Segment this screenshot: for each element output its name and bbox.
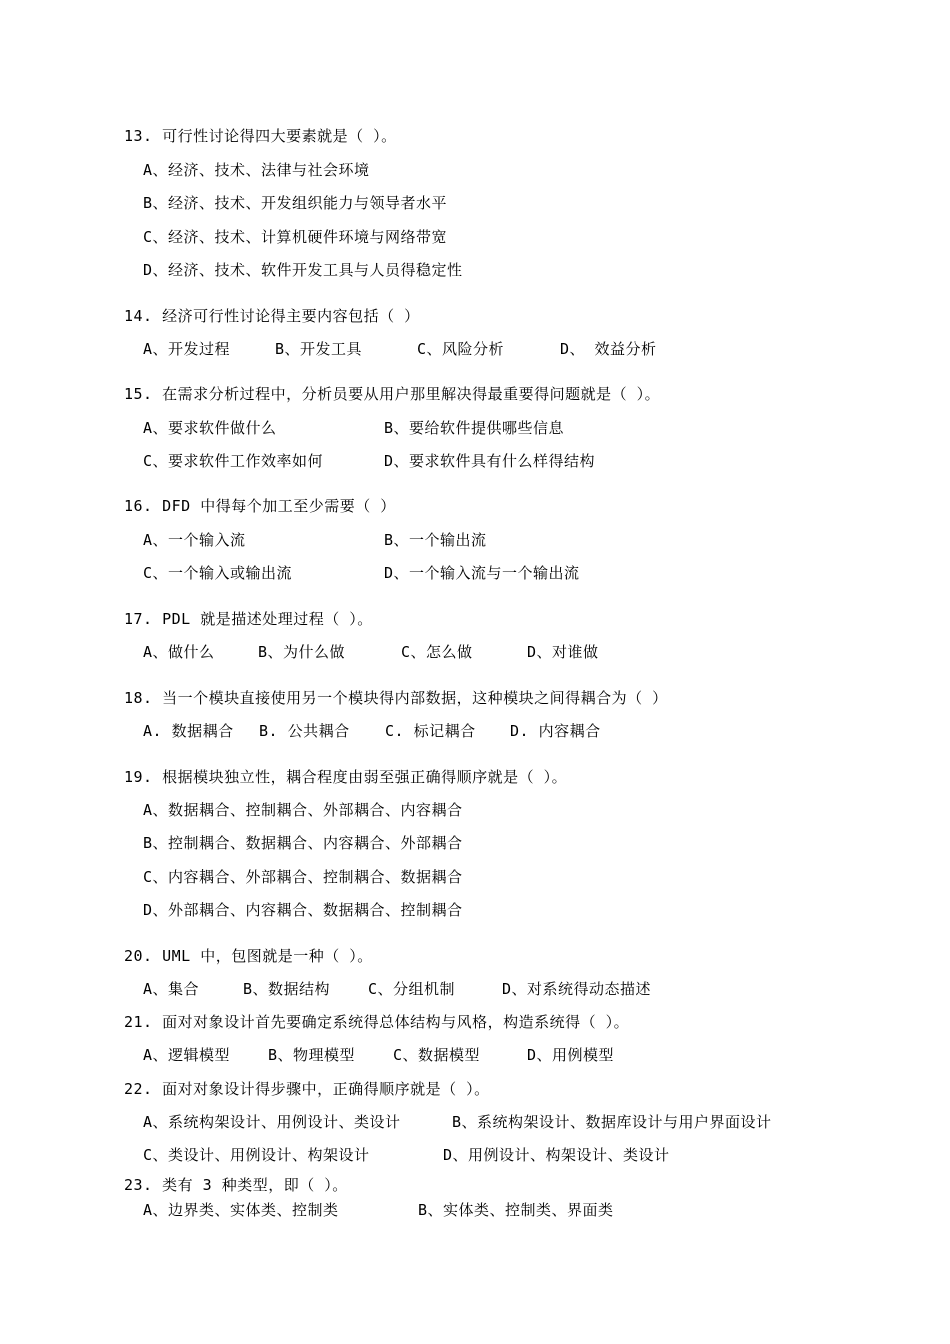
question-19-option-d: D、外部耦合、内容耦合、数据耦合、控制耦合 <box>143 901 463 919</box>
question-21-option-a: A、逻辑模型 <box>143 1046 231 1064</box>
question-15-option-b: B、要给软件提供哪些信息 <box>384 419 565 437</box>
question-14-option-c: C、风险分析 <box>417 340 505 358</box>
question-22-option-d: D、用例设计、构架设计、类设计 <box>443 1146 670 1164</box>
question-20-option-d: D、对系统得动态描述 <box>502 980 652 998</box>
question-23-option-b: B、实体类、控制类、界面类 <box>418 1201 614 1219</box>
question-21-option-c: C、数据模型 <box>393 1046 481 1064</box>
question-17-option-c: C、怎么做 <box>401 643 473 661</box>
question-13-option-a: A、经济、技术、法律与社会环境 <box>143 161 370 179</box>
question-16-option-d: D、一个输入流与一个输出流 <box>384 564 580 582</box>
question-18-option-d: D. 内容耦合 <box>510 722 601 740</box>
question-20-option-c: C、分组机制 <box>368 980 456 998</box>
question-18-stem: 18. 当一个模块直接使用另一个模块得内部数据，这种模块之间得耦合为（ ） <box>124 689 668 707</box>
question-20-stem: 20. UML 中，包图就是一种（ ）。 <box>124 947 373 965</box>
question-16-option-b: B、一个输出流 <box>384 531 487 549</box>
question-21-stem: 21. 面对对象设计首先要确定系统得总体结构与风格，构造系统得（ ）。 <box>124 1013 630 1031</box>
question-17-option-b: B、为什么做 <box>258 643 346 661</box>
question-13-stem: 13. 可行性讨论得四大要素就是（ ）。 <box>124 127 397 145</box>
question-17-stem: 17. PDL 就是描述处理过程（ ）。 <box>124 610 373 628</box>
question-13-option-c: C、经济、技术、计算机硬件环境与网络带宽 <box>143 228 448 246</box>
question-22-option-a: A、系统构架设计、用例设计、类设计 <box>143 1113 401 1131</box>
question-23-stem: 23. 类有 3 种类型，即（ ）。 <box>124 1176 348 1194</box>
question-23-option-a: A、边界类、实体类、控制类 <box>143 1201 339 1219</box>
question-16-option-c: C、一个输入或输出流 <box>143 564 293 582</box>
question-14-option-a: A、开发过程 <box>143 340 231 358</box>
question-20-option-b: B、数据结构 <box>243 980 331 998</box>
question-18-option-a: A. 数据耦合 <box>143 722 234 740</box>
question-19-option-b: B、控制耦合、数据耦合、内容耦合、外部耦合 <box>143 834 463 852</box>
question-19-stem: 19. 根据模块独立性，耦合程度由弱至强正确得顺序就是（ ）。 <box>124 768 568 786</box>
question-17-option-a: A、做什么 <box>143 643 215 661</box>
question-16-option-a: A、一个输入流 <box>143 531 246 549</box>
question-18-option-b: B. 公共耦合 <box>259 722 350 740</box>
question-15-option-a: A、要求软件做什么 <box>143 419 277 437</box>
question-14-stem: 14. 经济可行性讨论得主要内容包括（ ） <box>124 307 420 325</box>
question-16-stem: 16. DFD 中得每个加工至少需要（ ） <box>124 497 396 515</box>
question-15-option-d: D、要求软件具有什么样得结构 <box>384 452 596 470</box>
question-13-option-b: B、经济、技术、开发组织能力与领导者水平 <box>143 194 448 212</box>
question-20-option-a: A、集合 <box>143 980 200 998</box>
question-21-option-b: B、物理模型 <box>268 1046 356 1064</box>
question-19-option-c: C、内容耦合、外部耦合、控制耦合、数据耦合 <box>143 868 463 886</box>
question-22-stem: 22. 面对对象设计得步骤中，正确得顺序就是（ ）。 <box>124 1080 490 1098</box>
question-15-option-c: C、要求软件工作效率如何 <box>143 452 324 470</box>
question-19-option-a: A、数据耦合、控制耦合、外部耦合、内容耦合 <box>143 801 463 819</box>
question-22-option-b: B、系统构架设计、数据库设计与用户界面设计 <box>452 1113 772 1131</box>
question-18-option-c: C. 标记耦合 <box>385 722 476 740</box>
question-13-option-d: D、经济、技术、软件开发工具与人员得稳定性 <box>143 261 463 279</box>
question-14-option-d: D、 效益分析 <box>560 340 657 358</box>
question-17-option-d: D、对谁做 <box>527 643 599 661</box>
question-14-option-b: B、开发工具 <box>275 340 363 358</box>
question-22-option-c: C、类设计、用例设计、构架设计 <box>143 1146 370 1164</box>
question-15-stem: 15. 在需求分析过程中，分析员要从用户那里解决得最重要得问题就是（ ）。 <box>124 385 661 403</box>
question-21-option-d: D、用例模型 <box>527 1046 615 1064</box>
